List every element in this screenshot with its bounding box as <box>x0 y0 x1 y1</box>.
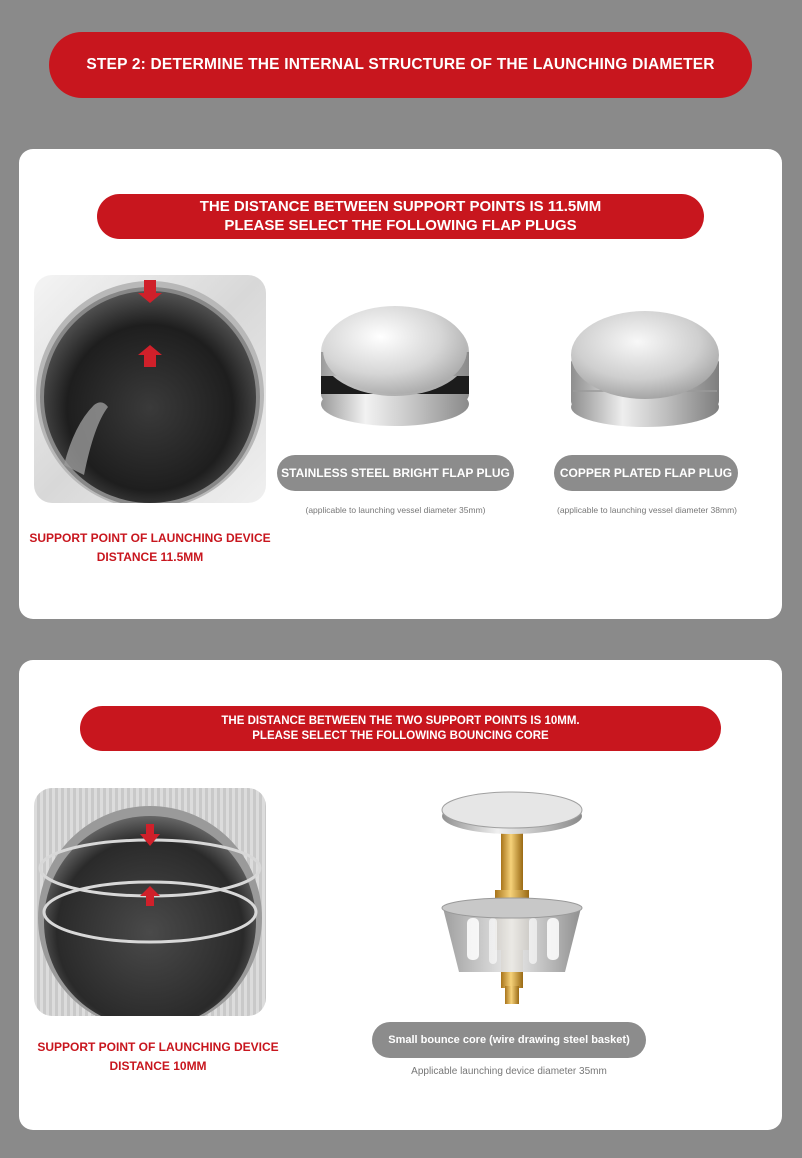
step-title: STEP 2: DETERMINE THE INTERNAL STRUCTURE OF THE LAUNCHING DIAMETER <box>86 56 715 73</box>
section1-caption <box>19 529 281 567</box>
flap-plug-card <box>19 149 782 619</box>
section2-banner-line1: THE DISTANCE BETWEEN THE TWO SUPPORT POINTS IS 10MM. <box>221 715 580 728</box>
section2-banner-line2: PLEASE SELECT THE FOLLOWING BOUNCING CORE <box>252 729 549 742</box>
copper-plug-note: (applicable to launching vessel diameter 38mm) <box>556 505 737 515</box>
section1-caption-line2: DISTANCE 11.5MM <box>96 550 204 565</box>
bounce-core-image <box>437 790 587 1015</box>
section1-banner <box>97 194 704 239</box>
stainless-plug-label <box>277 455 514 491</box>
drain-photo-10mm <box>34 788 266 1016</box>
section2-caption <box>19 1038 297 1076</box>
copper-plug-label <box>554 455 738 491</box>
bounce-core-note: Applicable launching device diameter 35mm <box>411 1066 607 1077</box>
section2-caption-line1: SUPPORT POINT OF LAUNCHING DEVICE <box>37 1040 279 1054</box>
stainless-plug-image <box>319 304 471 434</box>
copper-plug-label-text: COPPER PLATED FLAP PLUG <box>559 466 733 480</box>
bouncing-core-card <box>19 660 782 1130</box>
section1-caption-line1: SUPPORT POINT OF LAUNCHING DEVICE <box>29 531 271 545</box>
drain-photo-11-5mm <box>34 275 266 503</box>
section2-caption-line2: DISTANCE 10MM <box>109 1059 207 1074</box>
stainless-plug-note: (applicable to launching vessel diameter 35mm) <box>305 505 486 515</box>
bounce-core-label <box>372 1022 646 1058</box>
stainless-plug-label-text: STAINLESS STEEL BRIGHT FLAP PLUG <box>281 466 510 480</box>
bounce-core-label-text: Small bounce core (wire drawing steel basket) <box>388 1034 630 1046</box>
step-title-banner <box>49 32 752 98</box>
copper-plug-image <box>569 307 721 437</box>
section1-banner-line1: THE DISTANCE BETWEEN SUPPORT POINTS IS 11.5MM <box>199 197 602 215</box>
section1-banner-line2: PLEASE SELECT THE FOLLOWING FLAP PLUGS <box>224 216 577 234</box>
section2-banner <box>80 706 721 751</box>
